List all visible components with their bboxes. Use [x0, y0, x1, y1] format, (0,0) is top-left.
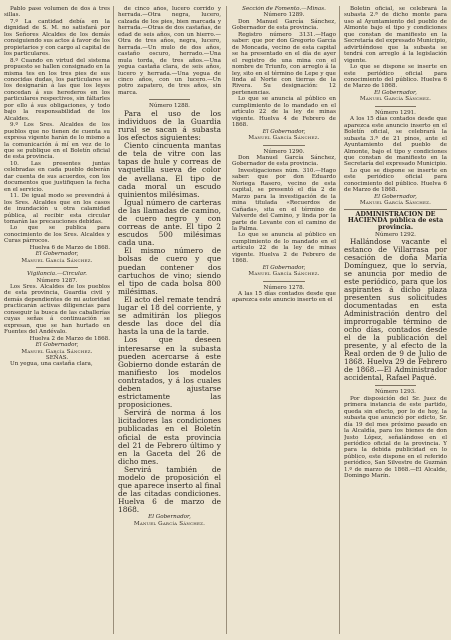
- paragraph: El acto del remate tendrá lugar el 18 del corriente, y se admitirán los pliegos desde las doce del día hasta la una de la tarde.: [118, 294, 221, 337]
- column-1: [4, 6, 110, 634]
- paragraph: Don Manuel García Sánchez, Gobernador de esta provincia.: [232, 18, 336, 32]
- notice-number: Número 1291.: [375, 109, 416, 116]
- separator: [263, 145, 305, 146]
- paragraph: Lo que se dispone se inserte en este periódico oficial para conocimiento del público. Huelva 6 de Marzo de 1868.: [344, 64, 447, 90]
- notice-number: Número 1293.: [375, 389, 416, 396]
- paragraph: Para el uso de los individuos de la Guardia rural se sacan á subasta los efectos siguientes:: [118, 108, 221, 143]
- signatory-office: El Gobernador,: [148, 514, 191, 521]
- column-rule: [113, 6, 114, 634]
- paragraph: 11. De igual modo se prevendrá á los Sres. Alcaldes que en los casos de inundación u otra calamidad pública, al recibir esta circular tomarán las precauciones debidas.: [4, 193, 110, 225]
- separator: [375, 385, 416, 386]
- signatory-office: El Gobernador,: [35, 251, 79, 258]
- paragraph: de cinco años, lucero corrido y herrada.—Otra negra, lucero, calzada de los pies, bien marcada y herrada.—Otras de dos castañas, de edad de seis años, con un hierro.—Otra de tres años, negra, lucero, herrada.—Un mulo de dos años, castaño oscuro, herrado.—Una mula torda, de tres años.—Una yegua castaña clara, de seis años, lucero y herrada.—Una yegua de cinco años, con un lucero.—Un potro zapatero, de tres años, sin marca.: [118, 6, 221, 96]
- paragraph: Servirá también de modelo de proposición el que aparece inserto al final de las citadas condiciones. Huelva 6 de marzo de 1868.: [118, 464, 221, 515]
- separator: [149, 99, 190, 100]
- section-heading: Sección de Fomento.—Minas.: [242, 6, 326, 12]
- paragraph: Boletín oficial, se celebrará la subasta 2.ª de dicho monte para uso al Ayuntamiento del pueblo de Almonte bajo el tipo y condiciones que constan de manifiesto en la Secretaría del expresado Municipio, advirtiéndose que la subasta se tendrá con arreglo á la legislación vigente.: [344, 6, 447, 64]
- signatory-name: Manuel García Sánchez.: [248, 135, 320, 142]
- separator: [36, 267, 78, 268]
- paragraph: Registro número 3131.—Hago saber: que por don Gregorio García de Moncada, vecino de esta capital se ha presentado en el día de ayer el registro de una mina con el nombre de Triunfo, con arreglo á la ley, sito en el término de Lepe y que linda al Norte con tierras de la Rivera. Su designación: 12 pertenencias.: [232, 31, 336, 96]
- paragraph: A las 15 días contados desde que aparezca este anuncio inserto en el: [232, 291, 336, 304]
- paragraph: 10. Las presentes juntas celebradas en cada pueblo deberán dar cuenta de sus acuerdos, con los documentos que justifiquen la fecha en el servicio.: [4, 160, 110, 193]
- signatory-name: Manuel García Sánchez.: [21, 348, 93, 355]
- column-rule: [226, 6, 227, 634]
- paragraph: Don Manuel García Sánchez, Gobernador de esta provincia.: [232, 154, 336, 168]
- paragraph: Ciento cincuenta mantas de tela de vitre con las tapas de hule y correas de vaquetilla sueva de color de avellana. El tipo de cada moral un escudo quinientos milésimas.: [118, 141, 221, 199]
- signatory-name: Manuel García Sánchez.: [359, 96, 432, 103]
- paragraph: Los que deseen interesarse en la subasta pueden acercarse á este Gobierno donde estarán de manifiesto los modelos contratados, y á los cuales deben ajustarse estrictamente las proposiciones.: [118, 335, 221, 410]
- notice-number: Número 1288.: [149, 103, 190, 110]
- signatory-office: El Gobernador,: [262, 128, 306, 135]
- section-heading: SEÑAS.: [45, 355, 69, 362]
- paragraph: Lo que se anuncia al público en cumplimiento de lo mandado en el artículo 22 de la ley de minas vigente. Huelva 4 de Febrero de 1868.: [232, 96, 336, 129]
- column-4: [344, 6, 447, 634]
- paragraph: 9.º Los Sres. Alcaldes de los pueblos que no tienen de cuenta su expresa vigente harán de lo mismo a la comunicación á mí en vez de lo que se publique en el Boletín oficial de esta provincia.: [4, 122, 110, 161]
- signatory-office: El Gobernador,: [262, 264, 306, 271]
- notice-number: Número 1289.: [263, 12, 305, 19]
- paragraph: Hallándose vacante el estanco de Villarrasa por cesación de doña María Domínguez, que lo servía, se anuncia por medio de este periódico, para que los aspirantes á dicho plaza presenten sus solicitudes documentadas en esta Administración dentro del improrrogable término de ocho días, contados desde el de la publicación del presente, y al efecto de la Real orden de 9 de Julio de 1868. Huelva 29 de Febrero de 1868.—El Administrador accidental, Rafael Paqué.: [344, 237, 447, 383]
- paragraph: Pablo pase volumen de dos á tres sillas.: [4, 6, 110, 19]
- signatory-name: Manuel García Sánchez.: [359, 200, 432, 207]
- paragraph: Lo que se dispone se inserte en este periódico oficial para conocimiento del público. Huelva 6 de Marzo de 1868.: [344, 167, 447, 194]
- paragraph: El mismo número de bolsas de cuero y que puedan contener dos cartuchos de vino; siendo el tipo de cada bolsa 800 milésimas.: [118, 246, 221, 296]
- column-3: [232, 6, 336, 634]
- separator: [375, 106, 416, 107]
- notice-number: Número 1290.: [263, 148, 305, 155]
- column-rule: [339, 6, 340, 634]
- paragraph: Un yegua, una castaña clara,: [10, 361, 93, 368]
- notice-number: Número 1292.: [375, 231, 416, 238]
- paragraph: Los Sres. Alcaldes de los pueblos de esta provincia, Guardia civil y demás dependientes de mi autoridad practicarán activas diligencias para conseguir la busca de las caballerías cuyas señas á continuación se expresan, que se han hurtado en Fuentes del Andévalo.: [4, 284, 110, 336]
- signatory-office: El Gobernador,: [374, 89, 417, 96]
- paragraph: Investigaciones núm. 310.—Hago saber: que por don Eduardo Noriega Rasero, vecino de esta capital, se presentó el día 2 de Marzo para la investigación de la mina titulada «Recuerdos de Cañada», sita en el término de Valverde del Camino, y linda por la parte de Levante con el camino de la Palma.: [232, 167, 336, 232]
- signatory-name: Manuel García Sánchez.: [21, 257, 93, 264]
- paragraph: 8.º Cuando en virtud del sistema propuesto se hallen consignado en la misma tes en los tres pies de sus conocidas dudas, los particulares se los designarán á las que los leyes concedan á sus herederos en los particulares respectivos, sin fáltarles por ello á sus obligaciones, y todo bajo la responsabilidad de los Alcaldes.: [4, 57, 110, 122]
- signatory-office: El Gobernador,: [35, 342, 79, 349]
- paragraph: Por disposición del Sr. Juez de primera instancia de este partido, queda sin efecto, por lo de hoy, la subasta que anunció por edicto, Sr. día 19 del mes próximo pasado en la Alcaldía, para los bienes de don Justo López, señalándose en el periódico oficial de la provincia. Y para la debida publicidad en lo público, este dispone en el referido periódico, San Silvestre de Guzmán 1.º de marzo de 1868.—El Alcalde, Domingo Marín.: [344, 395, 447, 480]
- notice-date: Huelva 6 de Marzo de 1868.: [29, 244, 110, 251]
- paragraph: Igual número de carteras de las llamadas de camino, de cuero negro y con correas de ante. El tipo 2 escudos 500 milésimas cada una.: [118, 197, 221, 248]
- paragraph: A los 15 días contados desde que aparezca este anuncio inserto en el Boletín oficial, se celebrará la subasta 3.ª de 21 pinos, ante el Ayuntamiento del pueblo de Almonte, bajo el tipo y condiciones que constan de manifiesto en la Secretaría del expresado Municipio.: [344, 116, 447, 168]
- notice-number: Número 1287.: [36, 277, 78, 284]
- section-heading: ADMINISTRACION DE HACIENDA pública de esta provincia.: [347, 210, 444, 231]
- separator: [344, 209, 447, 210]
- signatory-name: Manuel García Sánchez.: [248, 271, 320, 278]
- paragraph: Lo que se anuncia al público en cumplimiento de lo mandado en el artículo 22 de la ley de minas vigente. Huelva 2 de Febrero de 1868.: [232, 232, 336, 265]
- paragraph: Servirá de norma á los licitadores las condiciones publicadas en el Boletín oficial de esta provincia del 21 de Febrero último y en la Gaceta del 26 de dicho mes.: [118, 408, 221, 466]
- column-2: [118, 6, 221, 634]
- signatory-name: Manuel García Sánchez.: [133, 520, 206, 527]
- paragraph: Lo que se publica para conocimiento de los Sres. Alcaldes y Curas párrocos.: [4, 225, 110, 245]
- separator: [263, 281, 305, 282]
- paragraph: 7.º La cantidad debía en la dignidad de S. M. no satisfará por los Señores Alcaldes de los demás consiguiendo sus actos á favor de los propietarios y con cargo al capital de los particulares.: [4, 18, 110, 58]
- section-heading: Vigilancia.—Circular.: [27, 271, 87, 278]
- notice-number: Número 1278.: [263, 284, 305, 291]
- signatory-office: El Gobernador,: [374, 193, 417, 200]
- notice-date: Huelva 2 de Marzo de 1868.: [29, 335, 110, 342]
